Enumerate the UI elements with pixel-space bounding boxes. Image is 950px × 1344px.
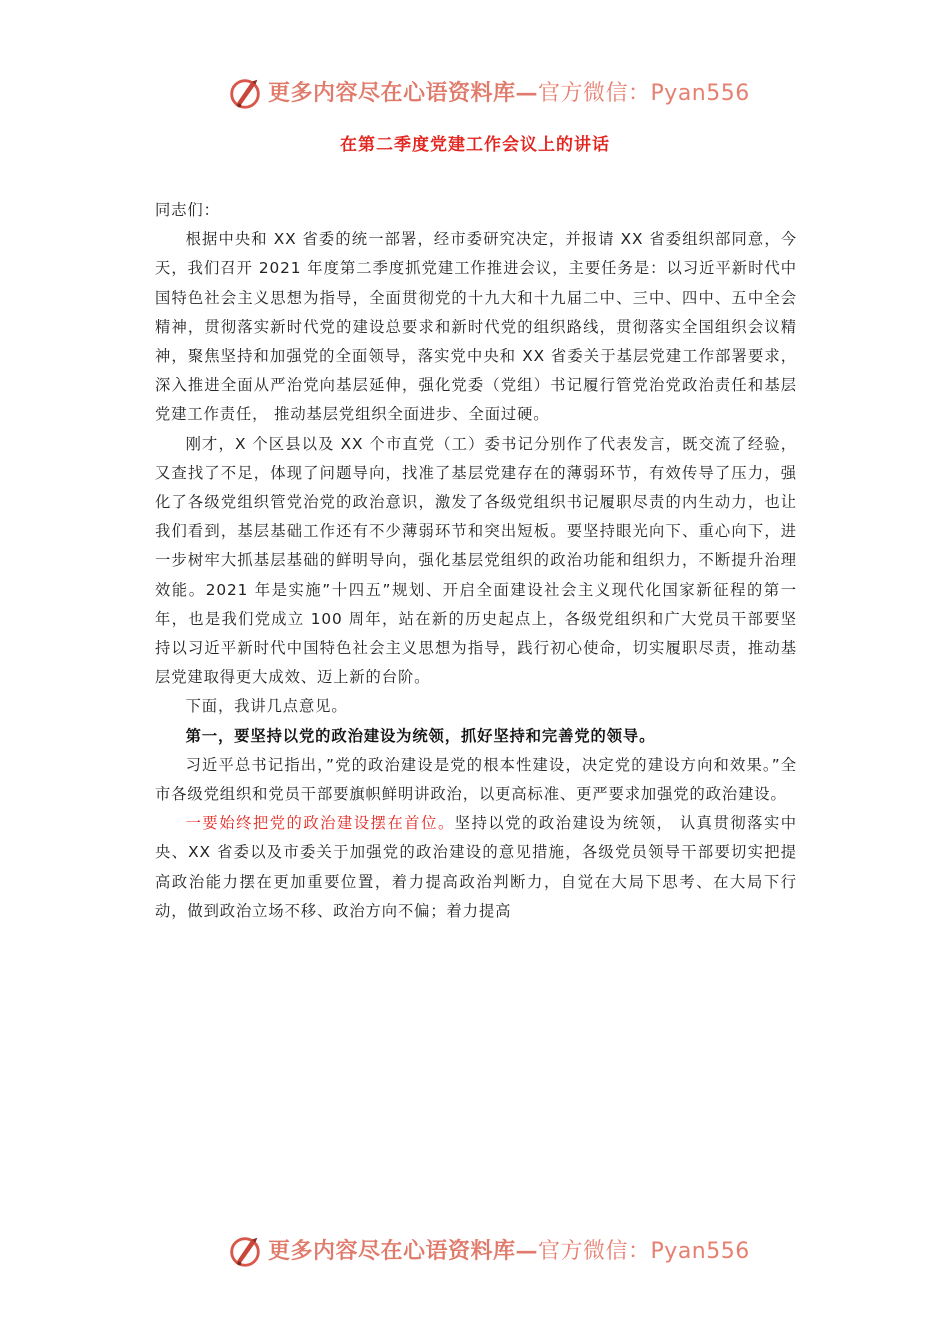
paragraph-4: 习近平总书记指出，”党的政治建设是党的根本性建设，决定党的建设方向和效果。”全市各级党组织和党员干部要旗帜鲜明讲政治，以更高标准、更严要求加强党的政治建设。 [155, 755, 797, 804]
watermark-id-text: Pyan556 [650, 81, 750, 106]
watermark-main-text: 更多内容尽在心语资料库— [268, 1238, 539, 1264]
watermark-text [268, 1236, 750, 1267]
paragraph-5 [155, 809, 797, 926]
salutation: 同志们： [155, 201, 220, 219]
watermark-label-text: 官方微信： [538, 1239, 651, 1264]
watermark-text [268, 78, 750, 109]
pen-logo-icon [226, 1232, 264, 1270]
pen-logo-icon [226, 74, 264, 112]
watermark-main-text: 更多内容尽在心语资料库— [268, 80, 539, 106]
paragraph-1: 根据中央和 XX 省委的统一部署，经市委研究决定，并报请 XX 省委组织部同意，今天，我们召开 2021 年度第二季度抓党建工作推进会议，主要任务是：以习近平新时代中国特色社会主义思想为指导，全面贯彻党的十九大和十九届二中、三中、四中、五中全会精神，贯彻落实新时代党的建设总要求和新时代党的组织路线，贯彻落实全国组织会议精神，聚焦坚持和加强党的全面领导，落实党中央和 XX 省委关于基层党建工作部署要求，深入推进全面从严治党向基层延伸，强化党委（党组）书记履行管党治党政治责任和基层党建工作责任， 推动基层党组织全面进步、全面过硬。 [155, 230, 797, 424]
watermark-banner-top [0, 70, 950, 118]
paragraph-2: 刚才，X 个区县以及 XX 个市直党（工）委书记分别作了代表发言，既交流了经验，又查找了不足，体现了问题导向，找准了基层党建存在的薄弱环节，有效传导了压力，强化了各级党组织管党治党的政治意识，激发了各级党组织书记履职尽责的内生动力，也让我们看到，基层基础工作还有不少薄弱环节和突出短板。要坚持眼光向下、重心向下，进一步树牢大抓基层基础的鲜明导向，强化基层党组织的政治功能和组织力，不断提升治理效能。2021 年是实施”十四五”规划、开启全面建设社会主义现代化国家新征程的第一年，也是我们党成立 100 周年，站在新的历史起点上，各级党组织和广大党员干部要坚持以习近平新时代中国特色社会主义思想为指导，践行初心使命，切实履职尽责，推动基层党建取得更大成效、迈上新的台阶。 [155, 434, 797, 687]
paragraph-5-rest: 坚持以党的政治建设为统领， 认真贯彻落实中央、XX 省委以及市委关于加强党的政治建设的意见措施，各级党员领导干部要切实把提高政治能力摆在更加重要位置，着力提高政治判断力，自觉在大局下思考、在大局下行动，做到政治立场不移、政治方向不偏；着力提高 [155, 814, 797, 920]
section-heading-1: 第一，要坚持以党的政治建设为统领，抓好坚持和完善党的领导。 [185, 726, 656, 745]
watermark-id-text: Pyan556 [650, 1239, 750, 1264]
watermark-banner-bottom [0, 1228, 950, 1276]
document-title: 在第二季度党建工作会议上的讲话 [340, 135, 610, 155]
paragraph-3: 下面，我讲几点意见。 [185, 697, 348, 716]
paragraph-5-lead: 一要始终把党的政治建设摆在首位。 [185, 814, 455, 833]
watermark-label-text: 官方微信： [538, 81, 651, 106]
document-body [155, 196, 797, 926]
